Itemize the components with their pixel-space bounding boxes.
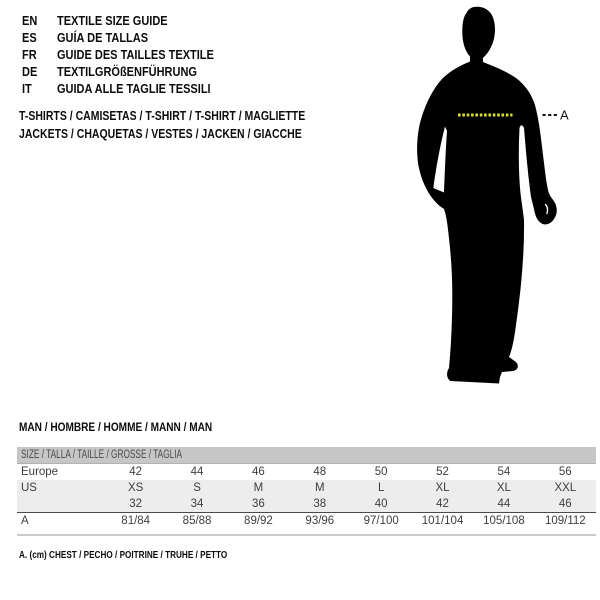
size-table-header-text: SIZE / TALLA / TAILLE / GRÖSSE / TAGLIA bbox=[21, 449, 183, 461]
table-cell: 109/112 bbox=[544, 515, 586, 527]
table-cell: 46 bbox=[558, 498, 572, 510]
table-row-chest-a bbox=[17, 512, 596, 529]
table-cell: 42 bbox=[436, 498, 449, 510]
table-cell: 36 bbox=[252, 498, 265, 510]
language-code: DE bbox=[22, 64, 38, 79]
table-cell: XXL bbox=[554, 482, 577, 494]
measurement-footnote bbox=[19, 549, 286, 561]
table-cell: 101/104 bbox=[421, 515, 464, 527]
table-bottom-rule bbox=[17, 534, 596, 536]
gender-heading-text: MAN / HOMBRE / HOMME / MANN / MAN bbox=[19, 420, 213, 434]
table-cell: 105/108 bbox=[483, 515, 525, 527]
gender-heading bbox=[19, 420, 249, 434]
language-code: FR bbox=[22, 47, 37, 62]
table-cell: S bbox=[193, 482, 201, 494]
table-cell: XL bbox=[496, 482, 511, 494]
size-table-header bbox=[17, 447, 596, 464]
table-cell: 40 bbox=[374, 498, 388, 510]
category-line-tshirts: T-SHIRTS / CAMISETAS / T-SHIRT / T-SHIRT / MAGLIETTE bbox=[19, 109, 306, 123]
table-cell: 46 bbox=[252, 466, 265, 478]
table-cell: 89/92 bbox=[244, 515, 273, 527]
category-line-jackets: JACKETS / CHAQUETAS / VESTES / JACKEN / GIACCHE bbox=[19, 126, 302, 141]
row-label: Europe bbox=[21, 466, 59, 478]
language-code: ES bbox=[22, 31, 37, 46]
table-cell: 52 bbox=[436, 466, 449, 478]
table-row-us bbox=[17, 480, 596, 496]
language-label: TEXTILE SIZE GUIDE bbox=[57, 14, 168, 29]
language-label: GUIDA ALLE TAGLIE TESSILI bbox=[57, 81, 211, 96]
language-label: TEXTILGRÖßENFÜHRUNG bbox=[57, 64, 197, 79]
man-silhouette-path bbox=[417, 7, 557, 384]
table-cell: L bbox=[377, 482, 385, 494]
table-cell: 42 bbox=[129, 466, 143, 478]
size-table bbox=[17, 447, 596, 529]
table-cell: 44 bbox=[497, 498, 511, 510]
language-code: EN bbox=[22, 14, 38, 29]
table-cell: XS bbox=[128, 482, 144, 494]
table-cell: 50 bbox=[374, 466, 388, 478]
measurement-footnote-text: A. (cm) CHEST / PECHO / POITRINE / TRUHE / PETTO bbox=[19, 549, 228, 561]
table-cell: 56 bbox=[558, 466, 572, 478]
language-label: GUÍA DE TALLAS bbox=[57, 31, 149, 46]
table-cell: 93/96 bbox=[305, 515, 335, 527]
table-cell: 44 bbox=[190, 466, 204, 478]
table-cell: 38 bbox=[313, 498, 327, 510]
table-row-europe bbox=[17, 464, 596, 480]
table-cell: XL bbox=[435, 482, 450, 494]
table-cell: M bbox=[253, 482, 264, 494]
table-row-numeric bbox=[17, 496, 596, 512]
table-cell: 48 bbox=[313, 466, 327, 478]
table-cell: M bbox=[315, 482, 325, 494]
row-label: A bbox=[21, 515, 29, 527]
table-cell: 81/84 bbox=[121, 515, 151, 527]
table-cell: 85/88 bbox=[182, 515, 212, 527]
measurement-label-a: A bbox=[560, 107, 569, 123]
language-label: GUIDE DES TAILLES TEXTILE bbox=[57, 47, 214, 62]
language-code: IT bbox=[22, 81, 32, 96]
table-cell: 54 bbox=[497, 466, 511, 478]
table-cell: 32 bbox=[129, 498, 143, 510]
row-label: US bbox=[21, 482, 37, 494]
table-cell: 97/100 bbox=[363, 515, 399, 527]
table-cell: 34 bbox=[190, 498, 204, 510]
